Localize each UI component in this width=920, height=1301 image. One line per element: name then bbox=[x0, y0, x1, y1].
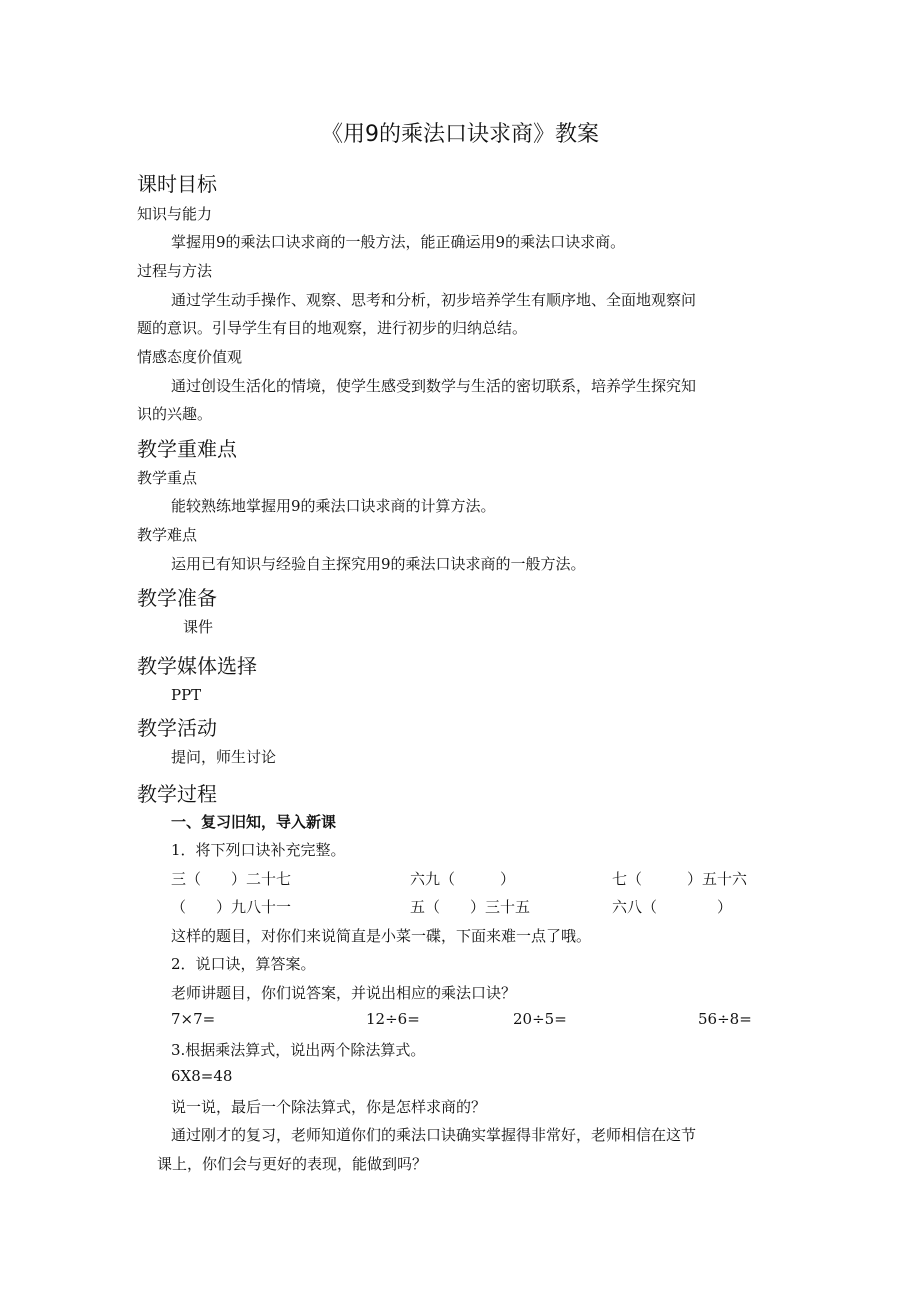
paragraph: 通过学生动手操作、观察、思考和分析，初步培养学生有顺序地、全面地观察问 bbox=[171, 291, 697, 309]
paragraph: PPT bbox=[171, 686, 202, 704]
fill-blank-item: 七（ ）五十六 bbox=[612, 870, 748, 888]
subheading-focus: 教学重点 bbox=[137, 469, 198, 487]
question-3: 3.根据乘法算式，说出两个除法算式。 bbox=[171, 1041, 426, 1059]
calc-item: 12÷6= bbox=[366, 1010, 420, 1028]
heading-key-points: 教学重难点 bbox=[137, 437, 237, 461]
subheading-difficulty: 教学难点 bbox=[137, 526, 198, 544]
paragraph: 运用已有知识与经验自主探究用9的乘法口诀求商的一般方法。 bbox=[171, 555, 586, 573]
heading-process: 教学过程 bbox=[137, 782, 217, 806]
paragraph: 识的兴趣。 bbox=[137, 405, 213, 423]
equation: 6X8=48 bbox=[171, 1067, 233, 1085]
paragraph: 这样的题目，对你们来说简直是小菜一碟，下面来难一点了哦。 bbox=[171, 927, 592, 945]
subheading-process: 过程与方法 bbox=[137, 262, 213, 280]
calc-item: 20÷5= bbox=[513, 1010, 567, 1028]
fill-blank-item: （ ）九八十一 bbox=[171, 898, 292, 916]
fill-blank-item: 六九（ ） bbox=[410, 870, 516, 888]
question-2: 2．说口诀，算答案。 bbox=[171, 955, 316, 973]
paragraph: 老师讲题目，你们说答案，并说出相应的乘法口诀？ bbox=[171, 984, 517, 1002]
paragraph: 能较熟练地掌握用9的乘法口诀求商的计算方法。 bbox=[171, 497, 496, 515]
step-heading: 一、复习旧知，导入新课 bbox=[171, 813, 337, 831]
paragraph: 掌握用9的乘法口诀求商的一般方法，能正确运用9的乘法口诀求商。 bbox=[171, 233, 626, 251]
paragraph: 题的意识。引导学生有目的地观察，进行初步的归纳总结。 bbox=[137, 319, 528, 337]
document-title: 《用9的乘法口诀求商》教案 bbox=[321, 122, 599, 147]
paragraph: 通过刚才的复习，老师知道你们的乘法口诀确实掌握得非常好，老师相信在这节 bbox=[171, 1126, 697, 1144]
subheading-attitude: 情感态度价值观 bbox=[137, 348, 243, 366]
subheading-knowledge: 知识与能力 bbox=[137, 205, 213, 223]
paragraph: 提问，师生讨论 bbox=[171, 748, 277, 766]
calc-item: 7×7= bbox=[171, 1010, 216, 1028]
heading-objectives: 课时目标 bbox=[137, 172, 217, 196]
heading-preparation: 教学准备 bbox=[137, 586, 217, 610]
fill-blank-item: 五（ ）三十五 bbox=[410, 898, 531, 916]
paragraph: 课上，你们会与更好的表现，能做到吗？ bbox=[157, 1155, 428, 1173]
paragraph: 通过创设生活化的情境，使学生感受到数学与生活的密切联系，培养学生探究知 bbox=[171, 377, 697, 395]
fill-blank-item: 六八（ ） bbox=[612, 898, 733, 916]
fill-blank-item: 三（ ）二十七 bbox=[171, 870, 292, 888]
paragraph: 课件 bbox=[183, 618, 214, 636]
heading-media: 教学媒体选择 bbox=[137, 654, 257, 678]
question-1: 1．将下列口诀补充完整。 bbox=[171, 841, 346, 859]
calc-item: 56÷8= bbox=[698, 1010, 752, 1028]
paragraph: 说一说，最后一个除法算式，你是怎样求商的？ bbox=[171, 1098, 487, 1116]
heading-activities: 教学活动 bbox=[137, 716, 217, 740]
